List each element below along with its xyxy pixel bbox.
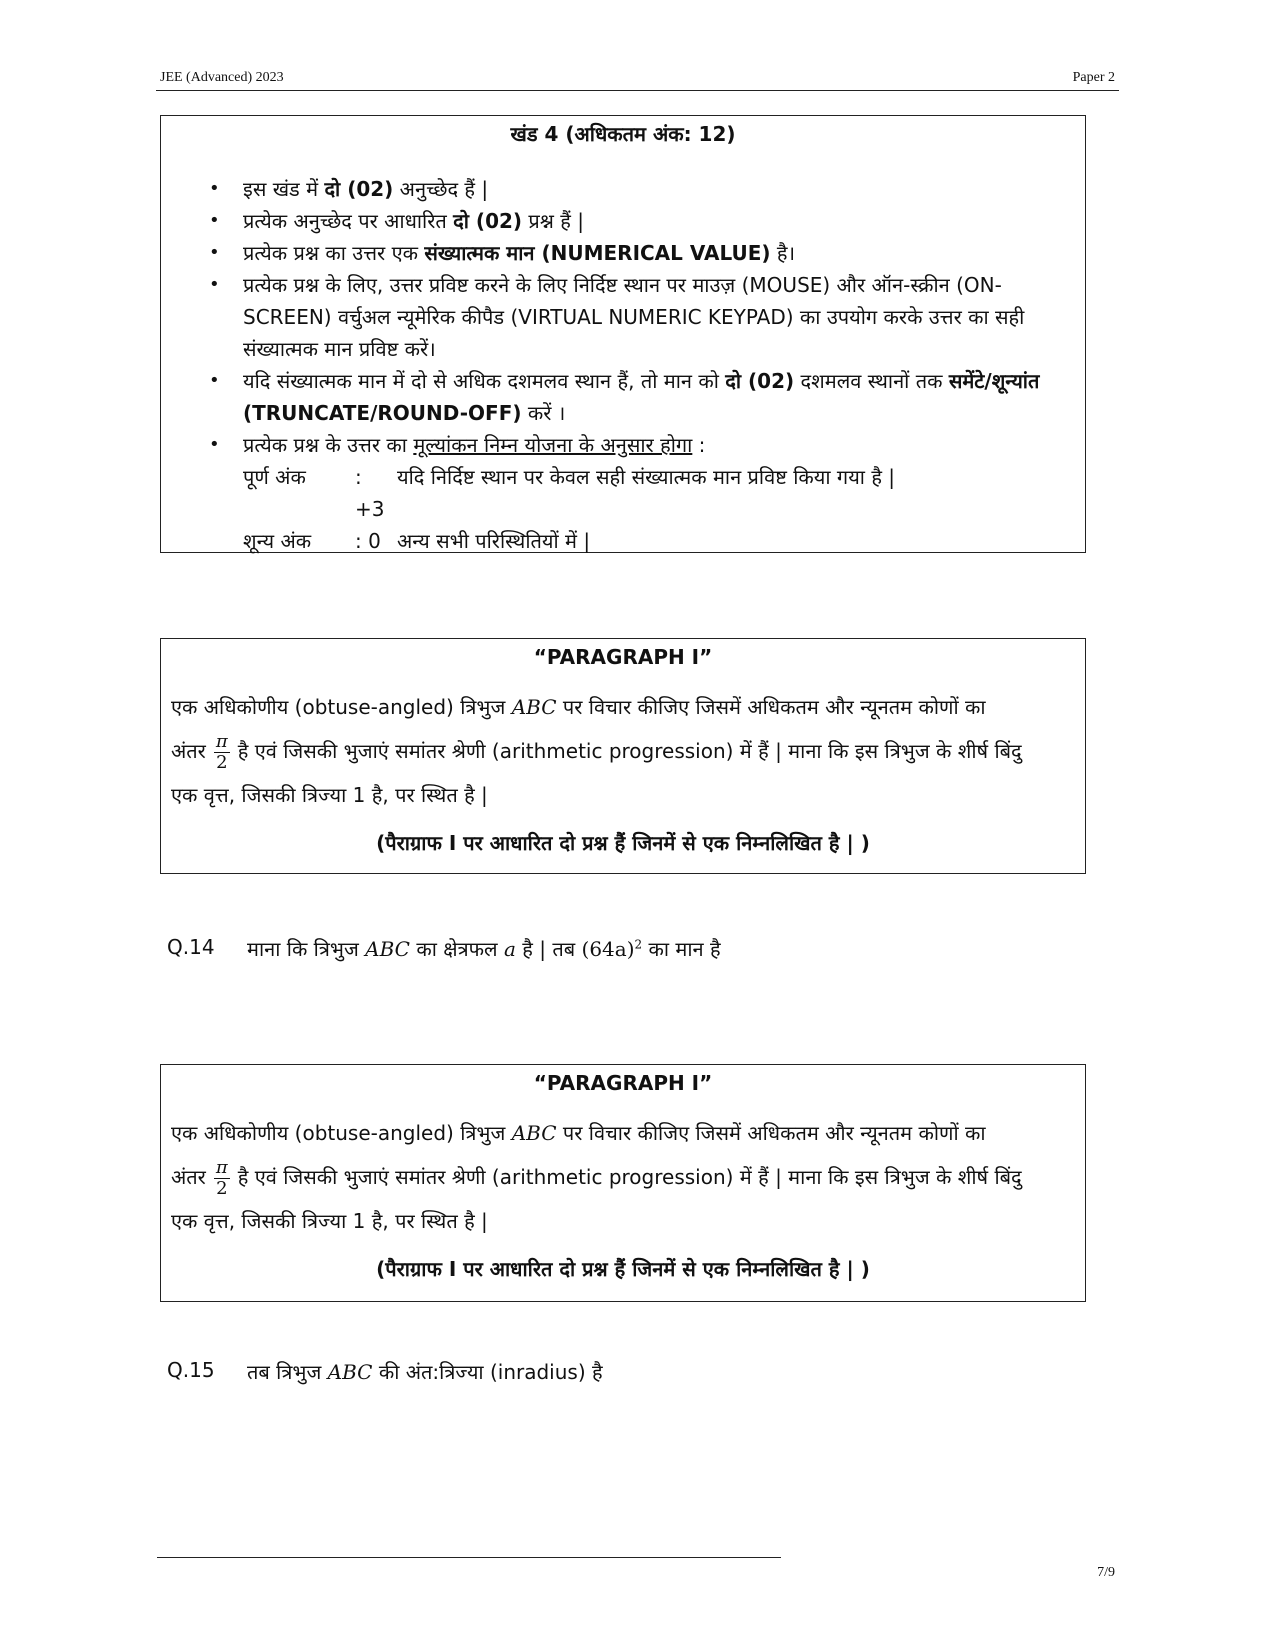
marks-zero-row: शून्य अंक : 0 अन्य सभी परिस्थितियों में | [243,529,591,553]
question-14 [167,935,721,962]
paragraph-note: (पैराग्राफ I पर आधारित दो प्रश्न हैं जिनमें से एक निम्नलिखित है | ) [376,1257,870,1281]
page-number: 7/9 [1097,1565,1115,1580]
paragraph-title: “PARAGRAPH I” [533,1071,713,1095]
rules-list [161,173,1085,557]
paragraph-line: अंतर $\frac{\pi}{2}$ है एवं जिसकी भुजाएं समांतर श्रेणी (arithmetic progression) में हैं | माना कि इस त्रिभुज के शीर्ष बिंदु [171,731,1022,773]
paragraph-line: एक वृत्त, जिसकी त्रिज्या 1 है, पर स्थित है | [171,1209,488,1233]
paragraph-line: एक अधिकोणीय (obtuse-angled) त्रिभुज ABC पर विचार कीजिए जिसमें अधिकतम और न्यूनतम कोणों का [171,695,986,719]
question-text: माना कि त्रिभुज ABC का क्षेत्रफल a है | तब $(64a)^2$ का मान है [247,937,721,961]
paragraph-box [160,1064,1086,1302]
fraction-pi-over-2: $\frac{\pi}{2}$ [215,1157,228,1199]
paper-label: Paper 2 [1072,70,1115,85]
question-15 [167,1358,603,1385]
question-number: Q.14 [167,935,215,959]
question-number: Q.15 [167,1358,215,1382]
paragraph-note: (पैराग्राफ I पर आधारित दो प्रश्न हैं जिनमें से एक निम्नलिखित है | ) [376,831,870,855]
fraction-pi-over-2: $\frac{\pi}{2}$ [215,731,228,773]
paragraph-box [160,638,1086,874]
rule-item: • प्रत्येक प्रश्न के लिए, उत्तर प्रविष्ट करने के लिए निर्दिष्ट स्थान पर माउज़ (MOUSE) और ऑन-स्क्रीन (ON-SCREEN) वर्चुअल न्यूमेरिक कीपैड (VIRTUAL NUMERIC KEYPAD) का उपयोग करके उत्तर का सही संख्यात्मक मान प्रविष्ट करें। [209,269,1085,365]
paragraph-title: “PARAGRAPH I” [533,645,713,669]
rule-item: • इस खंड में दो (02) अनुच्छेद हैं | [209,173,1085,205]
paragraph-line: एक वृत्त, जिसकी त्रिज्या 1 है, पर स्थित है | [171,783,488,807]
question-text: तब त्रिभुज ABC की अंत:त्रिज्या (inradius) है [247,1360,603,1384]
section-instructions-box [160,115,1086,553]
paragraph-line: अंतर $\frac{\pi}{2}$ है एवं जिसकी भुजाएं समांतर श्रेणी (arithmetic progression) में हैं | माना कि इस त्रिभुज के शीर्ष बिंदु [171,1157,1022,1199]
paragraph-line: एक अधिकोणीय (obtuse-angled) त्रिभुज ABC पर विचार कीजिए जिसमें अधिकतम और न्यूनतम कोणों का [171,1121,986,1145]
rule-item: • प्रत्येक प्रश्न के उत्तर का मूल्यांकन निम्न योजना के अनुसार होगा : पूर्ण अंक : +3 यदि निर्दिष्ट स्थान पर केवल सही संख्यात्मक मान प्रविष्ट किया गया है | शून्य अंक : 0 अन्य सभी परिस्थितियों में | [209,429,1085,557]
rule-item: • यदि संख्यात्मक मान में दो से अधिक दशमलव स्थान हैं, तो मान को दो (02) दशमलव स्थानों तक समेंटे/शून्यांत (TRUNCATE/ROUND-OFF) करें । [209,365,1085,429]
rule-item: • प्रत्येक प्रश्न का उत्तर एक संख्यात्मक मान (NUMERICAL VALUE) है। [209,237,1085,269]
marks-full-row: पूर्ण अंक : +3 यदि निर्दिष्ट स्थान पर केवल सही संख्यात्मक मान प्रविष्ट किया गया है | [243,465,896,521]
section-title: खंड 4 (अधिकतम अंक: 12) [510,122,736,146]
rule-item: • प्रत्येक अनुच्छेद पर आधारित दो (02) प्रश्न हैं | [209,205,1085,237]
exam-title: JEE (Advanced) 2023 [160,70,284,85]
header-divider [156,90,1119,91]
footer-divider [157,1557,781,1558]
